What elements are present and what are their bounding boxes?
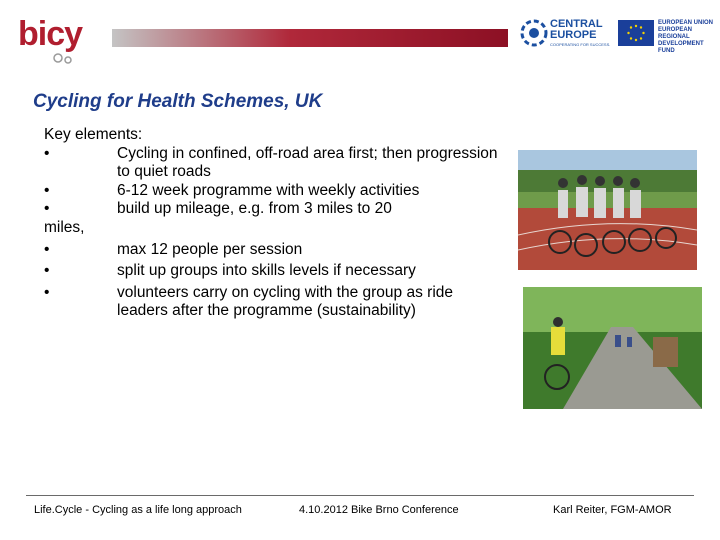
list-item [44, 241, 504, 260]
list-item-text: build up mileage, e.g. from 3 miles to 20 [117, 200, 392, 218]
eu-flag-icon [618, 20, 654, 46]
central-europe-text: CENTRAL EUROPE [550, 18, 603, 41]
list-item-text: volunteers carry on cycling with the group as ride leaders after the programme (sustainability) [117, 283, 453, 320]
list-item-text [117, 219, 504, 238]
central-europe-logo [520, 18, 612, 48]
footer-author: Karl Reiter, FGM-AMOR [553, 504, 672, 516]
list-item [44, 145, 504, 182]
list-item-text: Cycling in confined, off-road area first; then progression to quiet roads [117, 144, 498, 181]
header-bar [112, 29, 508, 47]
list-item [44, 182, 504, 201]
intro-text: Key elements: [44, 126, 143, 143]
list-item-text: split up groups into skills levels if necessary [117, 262, 416, 280]
slide-title: Cycling for Health Schemes, UK [33, 91, 323, 112]
bullet: • [44, 181, 50, 199]
photo-cyclists-woodland-path [523, 287, 702, 409]
bicy-logo-text: bicy [18, 15, 83, 53]
eu-logo [618, 18, 714, 54]
bullet: • [44, 262, 50, 280]
footer-event: 4.10.2012 Bike Brno Conference [299, 504, 459, 516]
photo-cyclists-on-track [518, 150, 697, 270]
list-item-text: 6-12 week programme with weekly activities [117, 181, 420, 199]
list-item [44, 200, 504, 219]
eu-line: EUROPEAN UNION [658, 20, 714, 26]
bullet: • [44, 144, 50, 162]
footer-divider [26, 495, 694, 496]
list-item-text: max 12 people per session [117, 240, 303, 258]
footer-project: Life.Cycle - Cycling as a life long approach [34, 504, 242, 516]
list-item [44, 219, 504, 238]
eu-stars-icon [618, 20, 654, 46]
list-item [44, 284, 504, 321]
bullet: • [44, 283, 50, 301]
list-item [44, 262, 504, 281]
bullet: • [44, 200, 50, 218]
eu-line: DEVELOPMENT FUND [658, 41, 704, 54]
continuation-text: miles, [44, 218, 85, 236]
bullet: • [44, 240, 50, 258]
central-europe-tagline: COOPERATING FOR SUCCESS. [550, 42, 611, 47]
eu-line: EUROPEAN REGIONAL [658, 27, 693, 40]
eu-logo-text [658, 20, 714, 55]
slide-body [44, 126, 504, 321]
bicy-logo-gears [18, 14, 108, 64]
bicy-logo [18, 14, 108, 64]
central-europe-emblem-icon [520, 19, 548, 47]
